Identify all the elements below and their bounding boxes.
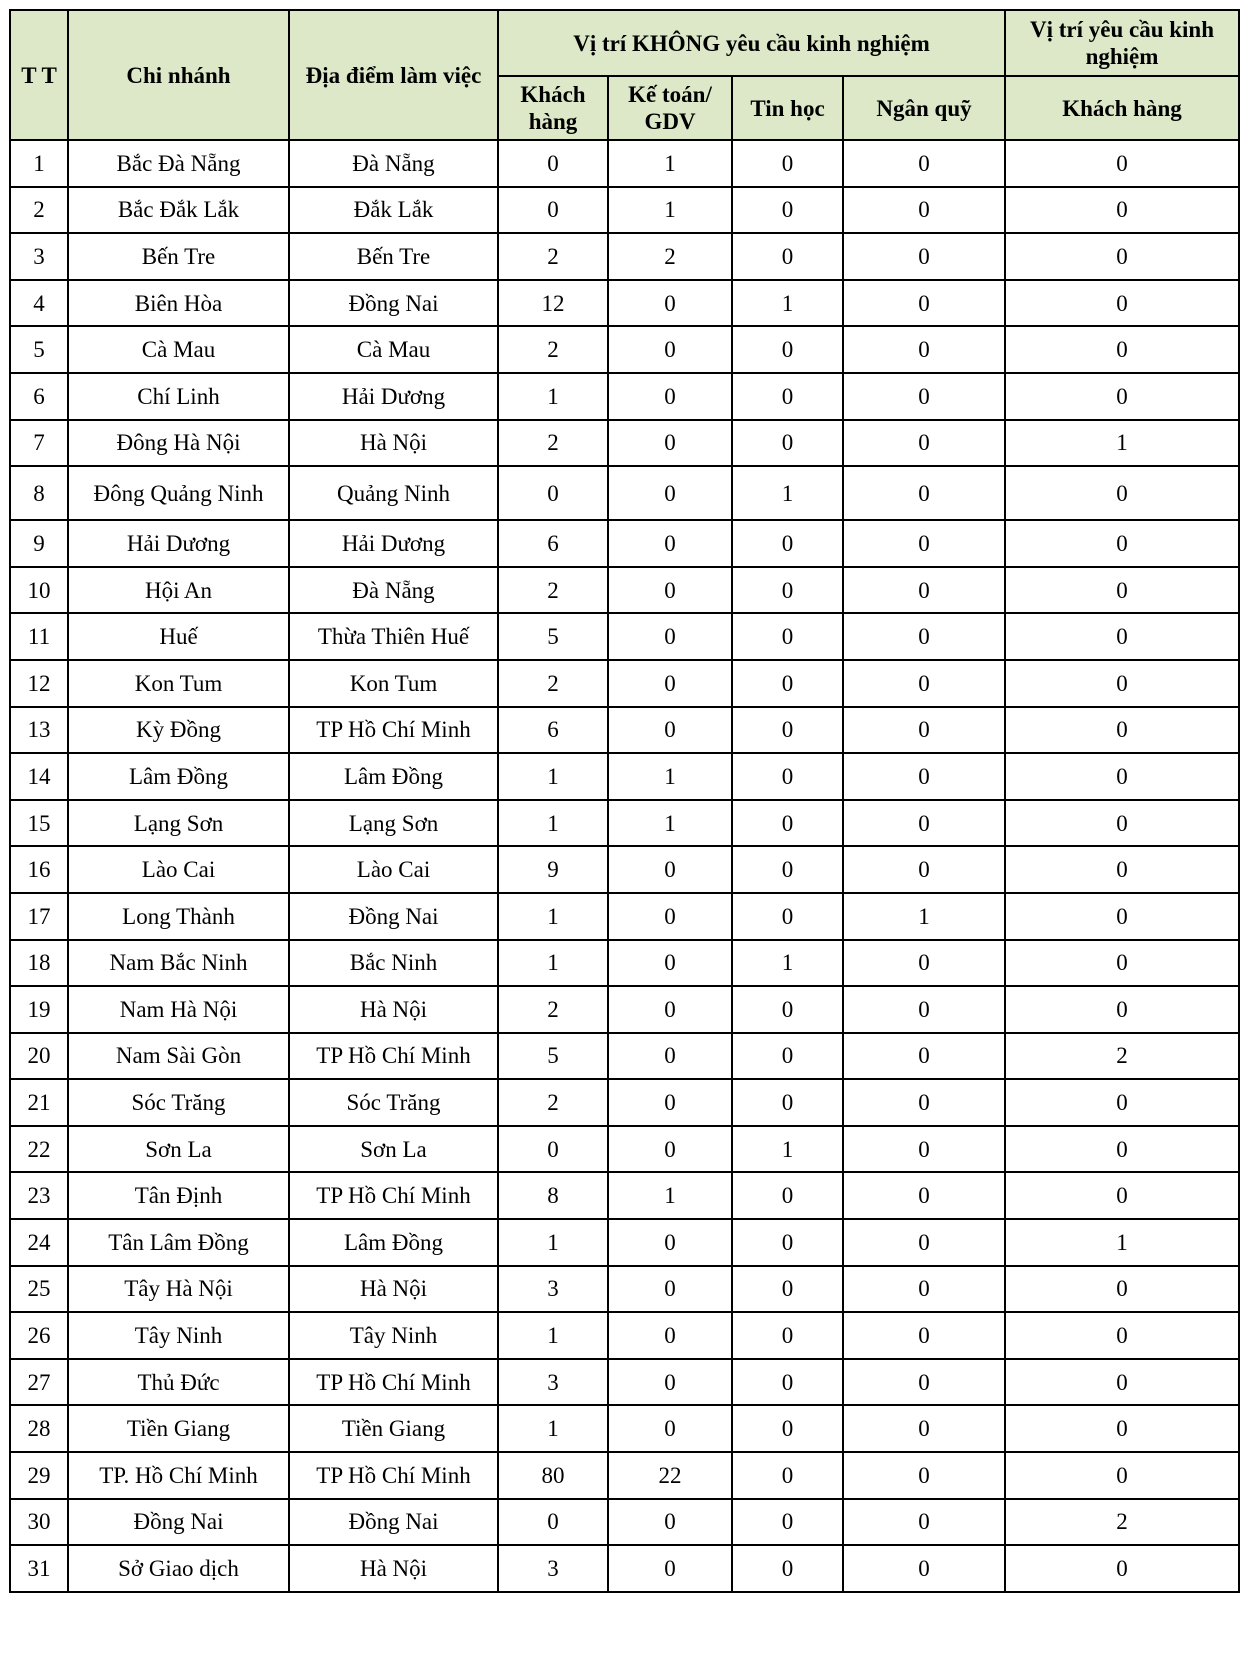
- cell-location: Đồng Nai: [289, 280, 498, 327]
- cell-location: Hà Nội: [289, 1266, 498, 1313]
- cell-tt: 26: [10, 1312, 68, 1359]
- cell-treasury: 0: [843, 753, 1005, 800]
- cell-location: Đà Nẵng: [289, 567, 498, 614]
- cell-customer: 1: [498, 940, 608, 987]
- cell-location: Lâm Đồng: [289, 753, 498, 800]
- cell-treasury: 0: [843, 1126, 1005, 1173]
- cell-location: Đồng Nai: [289, 893, 498, 940]
- recruitment-table-wrapper: [9, 9, 1240, 1593]
- cell-branch: Tây Hà Nội: [68, 1266, 289, 1313]
- cell-branch: Bến Tre: [68, 233, 289, 280]
- cell-customer: 2: [498, 567, 608, 614]
- cell-treasury: 0: [843, 1359, 1005, 1406]
- cell-tt: 24: [10, 1219, 68, 1266]
- cell-branch: Đông Quảng Ninh: [68, 466, 289, 520]
- cell-customer-experience: 0: [1005, 373, 1239, 420]
- cell-customer-experience: 0: [1005, 1359, 1239, 1406]
- table-row: [10, 466, 1239, 520]
- cell-customer-experience: 0: [1005, 280, 1239, 327]
- cell-branch: Kỳ Đồng: [68, 707, 289, 754]
- cell-treasury: 0: [843, 420, 1005, 467]
- table-body: [10, 140, 1239, 1592]
- cell-customer: 2: [498, 986, 608, 1033]
- header-customer-experience: Khách hàng: [1005, 76, 1239, 140]
- cell-customer: 0: [498, 187, 608, 234]
- cell-customer: 9: [498, 846, 608, 893]
- cell-it: 0: [732, 326, 843, 373]
- cell-location: TP Hồ Chí Minh: [289, 1359, 498, 1406]
- cell-accounting: 1: [608, 187, 732, 234]
- table-row: [10, 1359, 1239, 1406]
- cell-customer: 2: [498, 420, 608, 467]
- table-row: [10, 1266, 1239, 1313]
- cell-location: Đồng Nai: [289, 1499, 498, 1546]
- cell-customer: 5: [498, 613, 608, 660]
- cell-tt: 7: [10, 420, 68, 467]
- cell-branch: Nam Hà Nội: [68, 986, 289, 1033]
- header-tt: T T: [10, 10, 68, 140]
- cell-customer-experience: 0: [1005, 567, 1239, 614]
- cell-it: 0: [732, 986, 843, 1033]
- cell-location: Hà Nội: [289, 986, 498, 1033]
- cell-it: 0: [732, 1033, 843, 1080]
- cell-accounting: 0: [608, 613, 732, 660]
- cell-customer: 3: [498, 1266, 608, 1313]
- cell-it: 0: [732, 613, 843, 660]
- cell-tt: 30: [10, 1499, 68, 1546]
- table-row: [10, 986, 1239, 1033]
- table-row: [10, 1172, 1239, 1219]
- header-location: Địa điểm làm việc: [289, 10, 498, 140]
- cell-location: TP Hồ Chí Minh: [289, 1172, 498, 1219]
- cell-accounting: 0: [608, 986, 732, 1033]
- cell-customer: 6: [498, 707, 608, 754]
- cell-customer: 6: [498, 520, 608, 567]
- cell-customer-experience: 0: [1005, 660, 1239, 707]
- cell-it: 1: [732, 466, 843, 520]
- cell-tt: 5: [10, 326, 68, 373]
- cell-accounting: 0: [608, 1033, 732, 1080]
- cell-customer-experience: 0: [1005, 1545, 1239, 1592]
- cell-location: Đắk Lắk: [289, 187, 498, 234]
- cell-it: 1: [732, 280, 843, 327]
- cell-customer-experience: 0: [1005, 846, 1239, 893]
- cell-customer-experience: 2: [1005, 1499, 1239, 1546]
- cell-customer: 2: [498, 233, 608, 280]
- cell-branch: Bắc Đà Nẵng: [68, 140, 289, 187]
- cell-treasury: 0: [843, 707, 1005, 754]
- table-row: [10, 613, 1239, 660]
- cell-treasury: 0: [843, 140, 1005, 187]
- table-row: [10, 233, 1239, 280]
- cell-accounting: 1: [608, 800, 732, 847]
- cell-it: 0: [732, 1545, 843, 1592]
- cell-tt: 18: [10, 940, 68, 987]
- cell-tt: 16: [10, 846, 68, 893]
- cell-customer: 1: [498, 800, 608, 847]
- cell-location: Bến Tre: [289, 233, 498, 280]
- cell-accounting: 0: [608, 660, 732, 707]
- cell-treasury: 0: [843, 326, 1005, 373]
- cell-branch: TP. Hồ Chí Minh: [68, 1452, 289, 1499]
- cell-customer-experience: 0: [1005, 1405, 1239, 1452]
- cell-branch: Chí Linh: [68, 373, 289, 420]
- cell-customer-experience: 0: [1005, 893, 1239, 940]
- cell-it: 0: [732, 373, 843, 420]
- cell-location: Tiền Giang: [289, 1405, 498, 1452]
- cell-branch: Tân Lâm Đồng: [68, 1219, 289, 1266]
- cell-it: 0: [732, 233, 843, 280]
- cell-accounting: 1: [608, 753, 732, 800]
- cell-location: Sóc Trăng: [289, 1079, 498, 1126]
- cell-customer-experience: 0: [1005, 1126, 1239, 1173]
- cell-branch: Tân Định: [68, 1172, 289, 1219]
- cell-accounting: 0: [608, 1359, 732, 1406]
- header-treasury: Ngân quỹ: [843, 76, 1005, 140]
- cell-customer: 1: [498, 1312, 608, 1359]
- cell-customer: 80: [498, 1452, 608, 1499]
- cell-customer-experience: 0: [1005, 140, 1239, 187]
- cell-branch: Sóc Trăng: [68, 1079, 289, 1126]
- cell-it: 0: [732, 800, 843, 847]
- cell-tt: 22: [10, 1126, 68, 1173]
- cell-tt: 20: [10, 1033, 68, 1080]
- recruitment-table: [9, 9, 1240, 1593]
- cell-tt: 17: [10, 893, 68, 940]
- cell-treasury: 0: [843, 1312, 1005, 1359]
- cell-treasury: 0: [843, 280, 1005, 327]
- cell-location: Cà Mau: [289, 326, 498, 373]
- table-row: [10, 1126, 1239, 1173]
- table-row: [10, 187, 1239, 234]
- cell-branch: Biên Hòa: [68, 280, 289, 327]
- cell-tt: 2: [10, 187, 68, 234]
- table-row: [10, 1033, 1239, 1080]
- cell-branch: Đồng Nai: [68, 1499, 289, 1546]
- cell-tt: 23: [10, 1172, 68, 1219]
- cell-branch: Hải Dương: [68, 520, 289, 567]
- cell-accounting: 0: [608, 466, 732, 520]
- cell-location: Hà Nội: [289, 420, 498, 467]
- cell-it: 0: [732, 846, 843, 893]
- cell-it: 0: [732, 707, 843, 754]
- cell-customer: 1: [498, 753, 608, 800]
- cell-treasury: 0: [843, 466, 1005, 520]
- cell-treasury: 0: [843, 187, 1005, 234]
- cell-location: Thừa Thiên Huế: [289, 613, 498, 660]
- cell-it: 0: [732, 420, 843, 467]
- cell-it: 0: [732, 187, 843, 234]
- cell-it: 1: [732, 1126, 843, 1173]
- cell-customer: 2: [498, 660, 608, 707]
- table-row: [10, 800, 1239, 847]
- cell-branch: Đông Hà Nội: [68, 420, 289, 467]
- cell-branch: Lào Cai: [68, 846, 289, 893]
- cell-treasury: 0: [843, 233, 1005, 280]
- cell-accounting: 0: [608, 567, 732, 614]
- table-row: [10, 520, 1239, 567]
- table-row: [10, 893, 1239, 940]
- cell-treasury: 0: [843, 800, 1005, 847]
- cell-customer-experience: 0: [1005, 1452, 1239, 1499]
- cell-tt: 14: [10, 753, 68, 800]
- cell-branch: Bắc Đắk Lắk: [68, 187, 289, 234]
- cell-location: Lạng Sơn: [289, 800, 498, 847]
- cell-branch: Nam Sài Gòn: [68, 1033, 289, 1080]
- cell-tt: 9: [10, 520, 68, 567]
- cell-accounting: 0: [608, 1126, 732, 1173]
- cell-customer: 0: [498, 1126, 608, 1173]
- cell-customer: 3: [498, 1359, 608, 1406]
- cell-branch: Sở Giao dịch: [68, 1545, 289, 1592]
- cell-location: Lâm Đồng: [289, 1219, 498, 1266]
- cell-accounting: 1: [608, 140, 732, 187]
- cell-it: 0: [732, 520, 843, 567]
- table-row: [10, 1312, 1239, 1359]
- cell-customer-experience: 0: [1005, 940, 1239, 987]
- cell-customer-experience: 2: [1005, 1033, 1239, 1080]
- cell-location: TP Hồ Chí Minh: [289, 1033, 498, 1080]
- cell-branch: Cà Mau: [68, 326, 289, 373]
- table-row: [10, 940, 1239, 987]
- cell-it: 0: [732, 1312, 843, 1359]
- cell-tt: 11: [10, 613, 68, 660]
- cell-it: 0: [732, 1405, 843, 1452]
- cell-customer-experience: 0: [1005, 233, 1239, 280]
- cell-accounting: 0: [608, 1266, 732, 1313]
- table-row: [10, 1452, 1239, 1499]
- cell-accounting: 0: [608, 520, 732, 567]
- cell-treasury: 0: [843, 567, 1005, 614]
- cell-treasury: 0: [843, 846, 1005, 893]
- cell-treasury: 0: [843, 1452, 1005, 1499]
- cell-customer: 12: [498, 280, 608, 327]
- cell-accounting: 0: [608, 1499, 732, 1546]
- cell-customer: 1: [498, 1219, 608, 1266]
- table-row: [10, 280, 1239, 327]
- cell-it: 0: [732, 1219, 843, 1266]
- cell-accounting: 0: [608, 326, 732, 373]
- cell-location: Hải Dương: [289, 373, 498, 420]
- cell-it: 1: [732, 940, 843, 987]
- cell-customer-experience: 0: [1005, 326, 1239, 373]
- cell-treasury: 0: [843, 1405, 1005, 1452]
- table-row: [10, 1545, 1239, 1592]
- cell-branch: Lạng Sơn: [68, 800, 289, 847]
- cell-branch: Nam Bắc Ninh: [68, 940, 289, 987]
- cell-tt: 25: [10, 1266, 68, 1313]
- cell-customer: 3: [498, 1545, 608, 1592]
- cell-location: Quảng Ninh: [289, 466, 498, 520]
- cell-location: Sơn La: [289, 1126, 498, 1173]
- cell-accounting: 0: [608, 1405, 732, 1452]
- cell-it: 0: [732, 1359, 843, 1406]
- cell-branch: Hội An: [68, 567, 289, 614]
- cell-branch: Thủ Đức: [68, 1359, 289, 1406]
- cell-branch: Long Thành: [68, 893, 289, 940]
- cell-tt: 31: [10, 1545, 68, 1592]
- cell-it: 0: [732, 893, 843, 940]
- cell-customer-experience: 0: [1005, 707, 1239, 754]
- cell-customer-experience: 1: [1005, 1219, 1239, 1266]
- cell-accounting: 0: [608, 846, 732, 893]
- cell-customer-experience: 0: [1005, 986, 1239, 1033]
- cell-customer: 8: [498, 1172, 608, 1219]
- cell-accounting: 0: [608, 1219, 732, 1266]
- cell-accounting: 0: [608, 280, 732, 327]
- cell-treasury: 0: [843, 1499, 1005, 1546]
- table-row: [10, 420, 1239, 467]
- cell-accounting: 2: [608, 233, 732, 280]
- cell-it: 0: [732, 1452, 843, 1499]
- cell-location: Lào Cai: [289, 846, 498, 893]
- cell-tt: 12: [10, 660, 68, 707]
- cell-treasury: 0: [843, 1545, 1005, 1592]
- table-row: [10, 567, 1239, 614]
- cell-customer-experience: 0: [1005, 1079, 1239, 1126]
- header-it: Tin học: [732, 76, 843, 140]
- cell-customer-experience: 0: [1005, 187, 1239, 234]
- cell-treasury: 0: [843, 1266, 1005, 1313]
- cell-accounting: 0: [608, 893, 732, 940]
- cell-it: 0: [732, 140, 843, 187]
- cell-customer: 2: [498, 1079, 608, 1126]
- cell-tt: 3: [10, 233, 68, 280]
- cell-accounting: 0: [608, 940, 732, 987]
- cell-location: Hà Nội: [289, 1545, 498, 1592]
- cell-treasury: 0: [843, 520, 1005, 567]
- cell-branch: Tây Ninh: [68, 1312, 289, 1359]
- header-group-no-experience: Vị trí KHÔNG yêu cầu kinh nghiệm: [498, 10, 1005, 76]
- cell-it: 0: [732, 660, 843, 707]
- header-branch: Chi nhánh: [68, 10, 289, 140]
- table-row: [10, 1405, 1239, 1452]
- cell-tt: 1: [10, 140, 68, 187]
- cell-customer: 0: [498, 1499, 608, 1546]
- cell-tt: 8: [10, 466, 68, 520]
- cell-customer-experience: 0: [1005, 800, 1239, 847]
- cell-accounting: 0: [608, 420, 732, 467]
- cell-accounting: 0: [608, 1312, 732, 1359]
- cell-customer: 5: [498, 1033, 608, 1080]
- cell-location: Hải Dương: [289, 520, 498, 567]
- cell-treasury: 0: [843, 373, 1005, 420]
- cell-tt: 6: [10, 373, 68, 420]
- cell-tt: 13: [10, 707, 68, 754]
- table-row: [10, 1079, 1239, 1126]
- cell-treasury: 0: [843, 613, 1005, 660]
- cell-branch: Tiền Giang: [68, 1405, 289, 1452]
- cell-tt: 19: [10, 986, 68, 1033]
- cell-customer-experience: 0: [1005, 613, 1239, 660]
- cell-customer: 2: [498, 326, 608, 373]
- cell-it: 0: [732, 1266, 843, 1313]
- table-row: [10, 1219, 1239, 1266]
- cell-accounting: 22: [608, 1452, 732, 1499]
- cell-customer: 1: [498, 1405, 608, 1452]
- cell-accounting: 0: [608, 373, 732, 420]
- cell-customer: 1: [498, 373, 608, 420]
- cell-treasury: 0: [843, 1172, 1005, 1219]
- cell-location: Bắc Ninh: [289, 940, 498, 987]
- cell-tt: 28: [10, 1405, 68, 1452]
- cell-treasury: 0: [843, 1219, 1005, 1266]
- table-header: [10, 10, 1239, 140]
- cell-it: 0: [732, 753, 843, 800]
- cell-it: 0: [732, 1499, 843, 1546]
- cell-customer-experience: 1: [1005, 420, 1239, 467]
- cell-customer-experience: 0: [1005, 520, 1239, 567]
- cell-customer-experience: 0: [1005, 1172, 1239, 1219]
- table-row: [10, 1499, 1239, 1546]
- cell-customer: 0: [498, 466, 608, 520]
- table-row: [10, 753, 1239, 800]
- table-row: [10, 373, 1239, 420]
- cell-accounting: 0: [608, 1545, 732, 1592]
- cell-accounting: 1: [608, 1172, 732, 1219]
- table-row: [10, 326, 1239, 373]
- cell-customer: 0: [498, 140, 608, 187]
- cell-it: 0: [732, 1172, 843, 1219]
- cell-customer: 1: [498, 893, 608, 940]
- cell-branch: Kon Tum: [68, 660, 289, 707]
- cell-location: TP Hồ Chí Minh: [289, 1452, 498, 1499]
- table-row: [10, 140, 1239, 187]
- header-group-experience: Vị trí yêu cầu kinh nghiệm: [1005, 10, 1239, 76]
- cell-location: Tây Ninh: [289, 1312, 498, 1359]
- cell-customer-experience: 0: [1005, 1312, 1239, 1359]
- cell-branch: Sơn La: [68, 1126, 289, 1173]
- cell-tt: 15: [10, 800, 68, 847]
- cell-accounting: 0: [608, 1079, 732, 1126]
- cell-treasury: 0: [843, 1033, 1005, 1080]
- cell-treasury: 0: [843, 940, 1005, 987]
- table-row: [10, 707, 1239, 754]
- cell-it: 0: [732, 567, 843, 614]
- cell-accounting: 0: [608, 707, 732, 754]
- cell-treasury: 0: [843, 1079, 1005, 1126]
- header-customer: Khách hàng: [498, 76, 608, 140]
- cell-customer-experience: 0: [1005, 753, 1239, 800]
- cell-it: 0: [732, 1079, 843, 1126]
- cell-tt: 27: [10, 1359, 68, 1406]
- cell-customer-experience: 0: [1005, 466, 1239, 520]
- cell-branch: Huế: [68, 613, 289, 660]
- header-accounting: Kế toán/ GDV: [608, 76, 732, 140]
- cell-location: Kon Tum: [289, 660, 498, 707]
- cell-branch: Lâm Đồng: [68, 753, 289, 800]
- cell-tt: 21: [10, 1079, 68, 1126]
- cell-treasury: 0: [843, 660, 1005, 707]
- cell-location: TP Hồ Chí Minh: [289, 707, 498, 754]
- cell-tt: 29: [10, 1452, 68, 1499]
- cell-tt: 4: [10, 280, 68, 327]
- table-row: [10, 660, 1239, 707]
- cell-location: Đà Nẵng: [289, 140, 498, 187]
- cell-customer-experience: 0: [1005, 1266, 1239, 1313]
- cell-tt: 10: [10, 567, 68, 614]
- cell-treasury: 0: [843, 986, 1005, 1033]
- cell-treasury: 1: [843, 893, 1005, 940]
- table-row: [10, 846, 1239, 893]
